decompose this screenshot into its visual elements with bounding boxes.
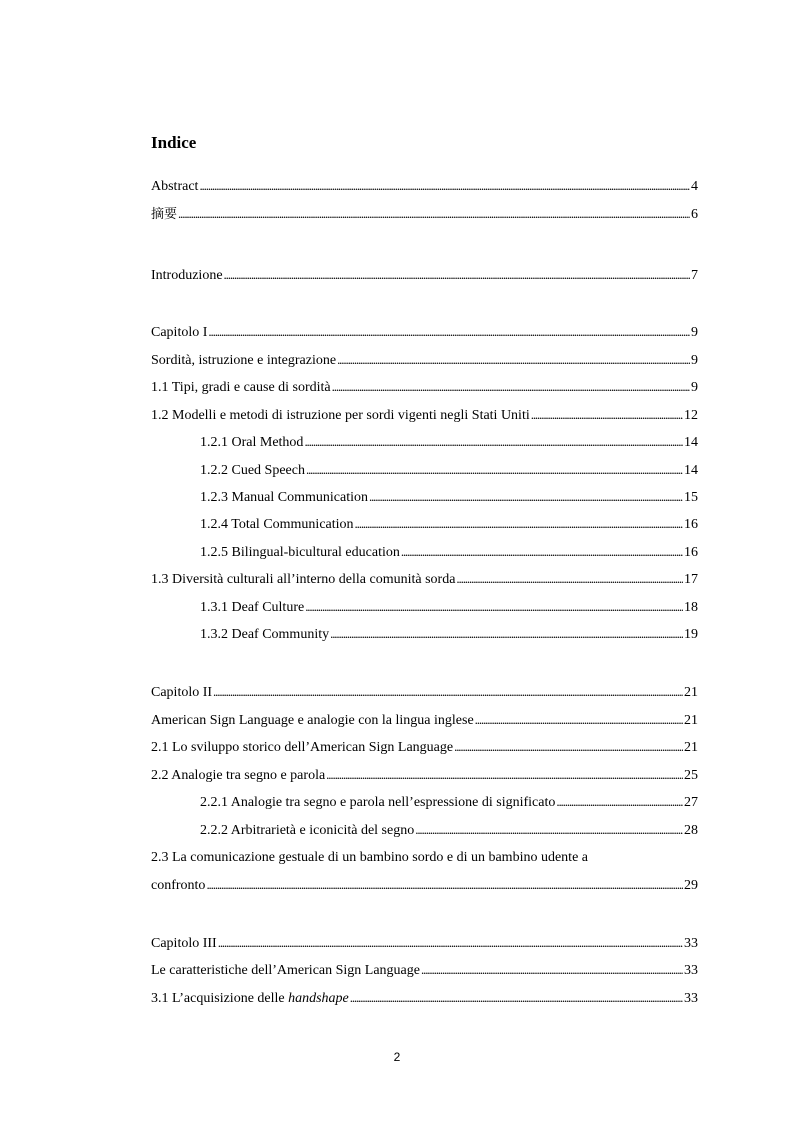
toc-entry-label: American Sign Language e analogie con la lingua inglese [151,713,474,728]
toc-entry-asl-analogie[interactable] [151,710,698,730]
toc-entry-2-2-1[interactable] [200,792,698,812]
toc-entry-page: 9 [691,380,698,395]
toc-entry-1-3-2[interactable] [200,624,698,644]
toc-entry-label: 1.2.4 Total Communication [200,517,354,532]
toc-entry-label: Introduzione [151,268,223,283]
toc-entry-page: 6 [691,207,698,222]
toc-entry-label: 2.1 Lo sviluppo storico dell’American Sign Language [151,740,454,755]
toc-entry-2-1[interactable] [151,737,698,757]
toc-entry-page: 15 [684,490,698,505]
toc-entry-label: 1.3 Diversità culturali all’interno della comunità sorda [151,572,456,587]
toc-entry-label: 1.3.1 Deaf Culture [200,600,305,615]
toc-entry-label: 1.2.2 Cued Speech [200,463,305,478]
leader-dots [421,960,683,981]
leader-dots [305,597,683,618]
toc-entry-sordita[interactable] [151,350,698,370]
leader-dots [206,875,683,896]
toc-entry-2-2[interactable] [151,765,698,785]
leader-dots [224,265,690,286]
toc-entry-label: 1.2.3 Manual Communication [200,490,368,505]
toc-entry-caratteristiche[interactable] [151,960,698,980]
toc-entry-page: 16 [684,545,698,560]
leader-dots [556,792,683,813]
toc-entry-label: 2.2.2 Arbitrarietà e iconicità del segno [200,823,415,838]
toc-entry-page: 21 [684,685,698,700]
toc-entry-1-1[interactable] [151,377,698,397]
toc-entry-page: 29 [684,878,698,893]
toc-entry-page: 7 [691,268,698,283]
toc-entry-capitolo-3[interactable] [151,933,698,953]
toc-entry-page: 28 [684,823,698,838]
toc-entry-capitolo-1[interactable] [151,322,698,342]
leader-dots [326,765,683,786]
toc-entry-page: 16 [684,517,698,532]
toc-entry-1-2-4[interactable] [200,514,698,534]
toc-entry-label-prefix: 3.1 L’acquisizione delle [151,991,289,1006]
page-number: 2 [393,1050,401,1064]
toc-entry-page: 18 [684,600,698,615]
leader-dots [304,432,683,453]
leader-dots [454,737,683,758]
toc-entry-1-2-5[interactable] [200,542,698,562]
toc-entry-label: Capitolo III [151,936,217,951]
toc-entry-label: Capitolo II [151,685,213,700]
toc-entry-page: 17 [684,572,698,587]
toc-entry-introduzione[interactable] [151,265,698,285]
toc-entry-label: 1.2 Modelli e metodi di istruzione per sordi vigenti negli Stati Uniti [151,408,530,423]
toc-entry-label-italic: handshape [288,991,349,1006]
toc-entry-page: 9 [691,325,698,340]
toc-entry-page: 25 [684,768,698,783]
toc-entry-label: Sordità, istruzione e integrazione [151,353,337,368]
toc-entry-page: 33 [684,963,698,978]
toc-entry-label: 1.1 Tipi, gradi e cause di sordità [151,380,331,395]
toc-entry-label: Le caratteristiche dell’American Sign Language [151,963,420,978]
leader-dots [531,405,683,426]
toc-entry-1-2-3[interactable] [200,487,698,507]
toc-entry-1-3[interactable] [151,569,698,589]
toc-entry-label: 摘要 [151,207,178,222]
toc-entry-label: 1.2.5 Bilingual-bicultural education [200,545,400,560]
toc-entry-label: 1.2.1 Oral Method [200,435,304,450]
toc-entry-page: 14 [684,435,698,450]
toc-entry-3-1[interactable] [151,988,698,1008]
leader-dots [350,988,683,1009]
toc-entry-1-2-1[interactable] [200,432,698,452]
toc-entry-page: 4 [691,179,698,194]
leader-dots [369,487,683,508]
leader-dots [337,350,690,371]
toc-entry-page: 12 [684,408,698,423]
toc-title: Indice [151,133,197,152]
toc-entry-2-2-2[interactable] [200,820,698,840]
leader-dots [218,933,683,954]
toc-entry-page: 21 [684,713,698,728]
leader-dots [332,377,690,398]
leader-dots [456,569,683,590]
toc-entry-label: Capitolo I [151,325,208,340]
toc-entry-label: confronto [151,878,206,893]
leader-dots [475,710,683,731]
toc-entry-2-3-line1[interactable]: 2.3 La comunicazione gestuale di un bambino sordo e di un bambino udente a [151,850,588,865]
leader-dots [355,514,683,535]
toc-entry-abstract[interactable] [151,176,698,196]
toc-entry-label: 1.3.2 Deaf Community [200,627,330,642]
leader-dots [330,624,683,645]
leader-dots [178,204,690,225]
toc-entry-page: 14 [684,463,698,478]
toc-entry-page: 27 [684,795,698,810]
toc-entry-page: 21 [684,740,698,755]
leader-dots [208,322,690,343]
toc-entry-1-2-2[interactable] [200,460,698,480]
toc-entry-label: Abstract [151,179,199,194]
leader-dots [199,176,690,197]
toc-entry-page: 33 [684,991,698,1006]
leader-dots [213,682,683,703]
toc-entry-label: 2.2 Analogie tra segno e parola [151,768,326,783]
toc-entry-1-2[interactable] [151,405,698,425]
toc-entry-page: 33 [684,936,698,951]
toc-entry-1-3-1[interactable] [200,597,698,617]
leader-dots [306,460,683,481]
toc-entry-2-3[interactable] [151,875,698,895]
toc-entry-page: 9 [691,353,698,368]
leader-dots [415,820,683,841]
toc-entry-abstract-chinese[interactable] [151,204,698,224]
toc-entry-label [151,989,349,1009]
toc-entry-label: 2.2.1 Analogie tra segno e parola nell’espressione di significato [200,795,556,810]
toc-entry-page: 19 [684,627,698,642]
leader-dots [401,542,683,563]
toc-entry-capitolo-2[interactable] [151,682,698,702]
